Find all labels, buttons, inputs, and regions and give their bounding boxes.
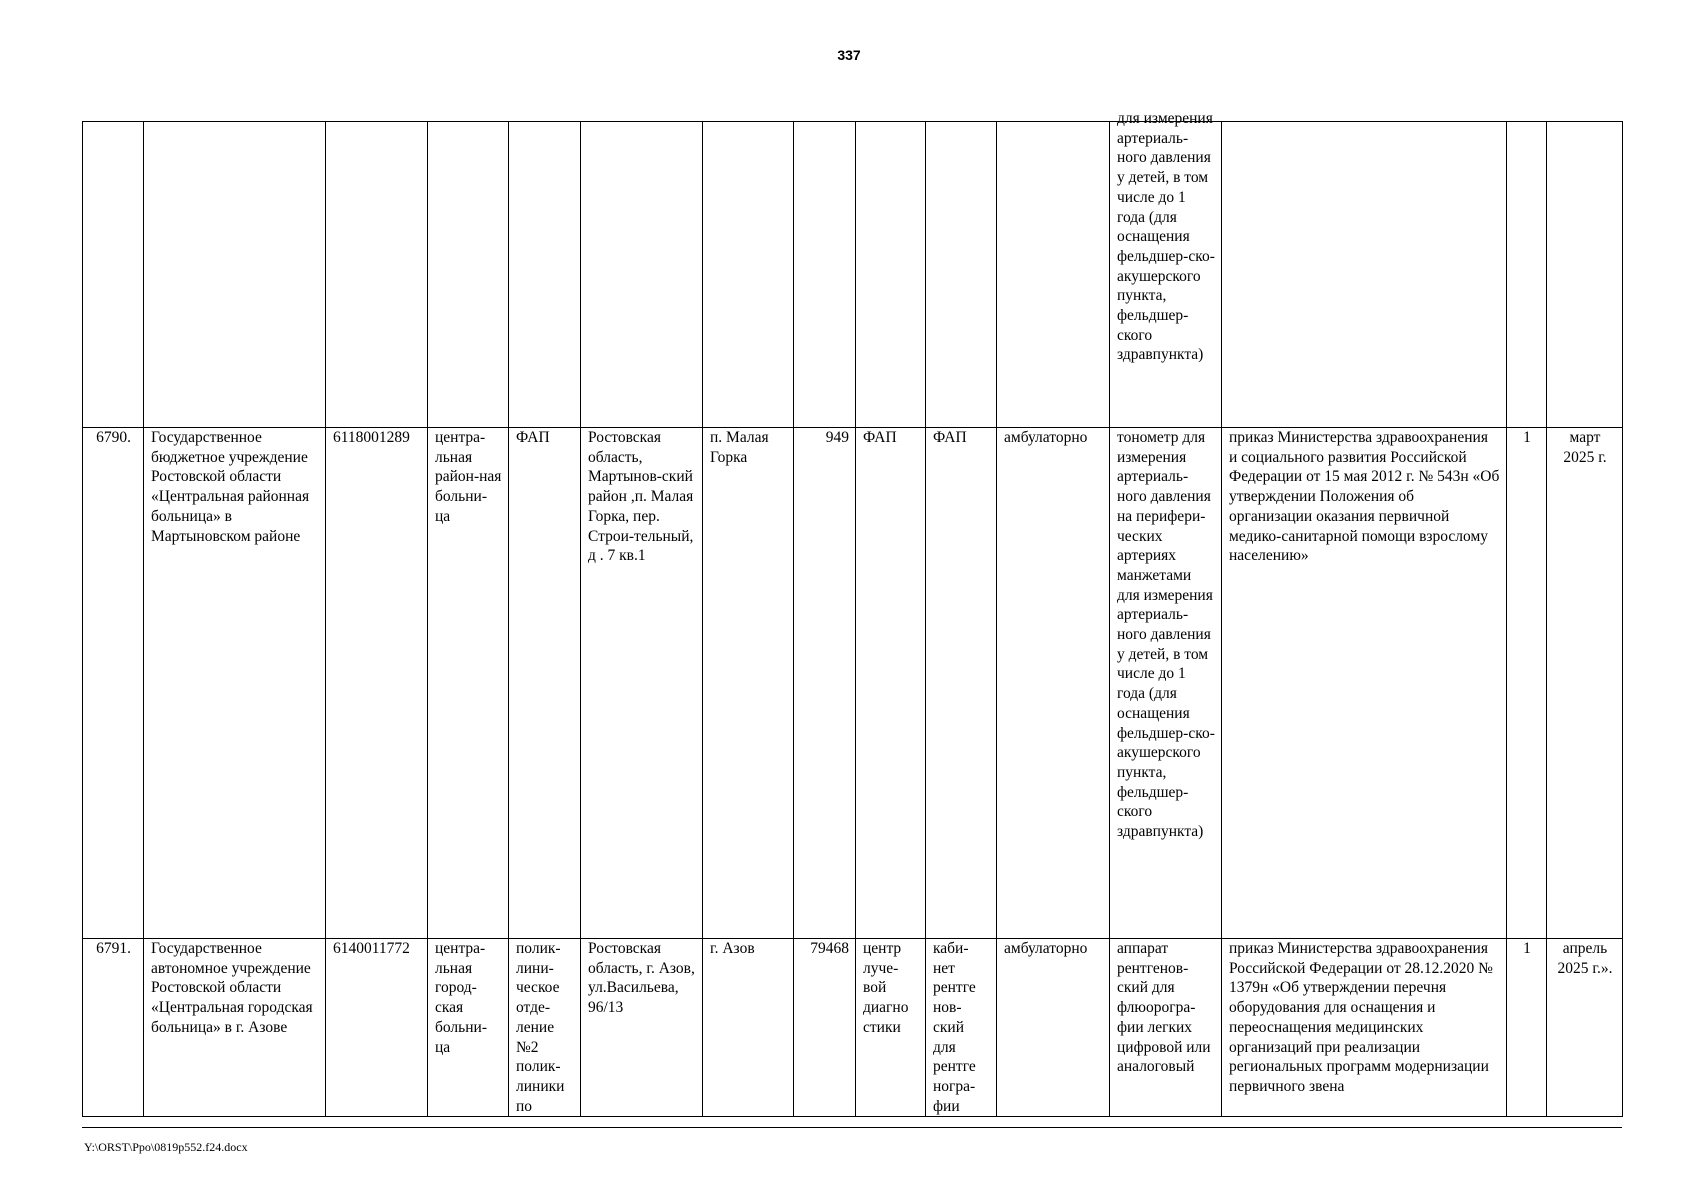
- cell-legal-basis: приказ Министерства здравоохранения Российской Федерации от 28.12.2020 № 1379н «Об утверждении перечня оборудования для оснащения и переоснащения медицинских организаций при реализации региональных программ модернизации первичного звена: [1222, 939, 1507, 1117]
- cell-organization: Государственное бюджетное учреждение Ростовской области «Центральная районная больница» в Мартыновском районе: [144, 428, 326, 939]
- cell-organization: [144, 122, 326, 428]
- cell-number: [83, 122, 144, 428]
- table-container: [82, 110, 1622, 1128]
- cell-population: [794, 122, 856, 428]
- cell-population: 949: [794, 428, 856, 939]
- cell-quantity: 1: [1507, 428, 1547, 939]
- table-row-6790: [83, 428, 1623, 939]
- cell-care-conditions: [997, 122, 1110, 428]
- cell-department: центр луче-вой диагно стики: [856, 939, 926, 1117]
- cell-equipment: тонометр для измерения артериаль-ного давления на перифери-ческих артериях манжетами для измерения артериаль-ного давления у детей, в том числе до 1 года (для оснащения фельдшер-ско-акушерского пункта, фельдшер-ского здравпункта): [1110, 428, 1222, 939]
- page-number: 337: [837, 47, 861, 63]
- equipment-table: [82, 110, 1623, 1117]
- cell-address: [581, 122, 703, 428]
- cell-department: ФАП: [856, 428, 926, 939]
- cell-inn: 6118001289: [326, 428, 428, 939]
- cell-locality: г. Азов: [703, 939, 794, 1117]
- cell-equipment: [1110, 110, 1222, 428]
- cell-locality: [703, 122, 794, 428]
- cell-care-conditions: амбулаторно: [997, 428, 1110, 939]
- cell-org-type: центра-льная район-ная больни-ца: [428, 428, 509, 939]
- cell-room: каби-нет рентге нов-ский для рентге ногра-фии: [926, 939, 997, 1117]
- cell-quantity: [1507, 122, 1547, 428]
- cell-care-conditions: амбулаторно: [997, 939, 1110, 1117]
- cell-room: [926, 122, 997, 428]
- cell-organization: Государственное автономное учреждение Ростовской области «Центральная городская больница» в г. Азове: [144, 939, 326, 1117]
- cell-quantity: 1: [1507, 939, 1547, 1117]
- cell-date: апрель 2025 г.».: [1547, 939, 1623, 1117]
- cell-equipment-text: для измерения артериаль-ного давления у детей, в том числе до 1 года (для оснащения фельдшер-ско-акушерского пункта, фельдшер-ского здравпункта): [1117, 110, 1215, 364]
- cell-legal-basis: [1222, 122, 1507, 428]
- footer-file-path: Y:\ORST\Ppo\0819p552.f24.docx: [84, 1140, 248, 1154]
- cell-department: [856, 122, 926, 428]
- cell-address: Ростовская область, г. Азов, ул.Васильева, 96/13: [581, 939, 703, 1117]
- cell-address: Ростовская область, Мартынов-ский район ,п. Малая Горка, пер. Строи-тельный, д . 7 кв.1: [581, 428, 703, 939]
- cell-org-type: [428, 122, 509, 428]
- table-row-6791: [83, 939, 1623, 1117]
- cell-unit: полик-лини-ческое отде-ление №2 полик-линики по: [509, 939, 581, 1117]
- cell-org-type: центра-льная город-ская больни-ца: [428, 939, 509, 1117]
- cell-inn: 6140011772: [326, 939, 428, 1117]
- cell-unit: [509, 122, 581, 428]
- cell-equipment: аппарат рентгенов-ский для флюорогра-фии легких цифровой или аналоговый: [1110, 939, 1222, 1117]
- cell-number: 6791.: [83, 939, 144, 1117]
- cell-locality: п. Малая Горка: [703, 428, 794, 939]
- cell-room: ФАП: [926, 428, 997, 939]
- cell-unit: ФАП: [509, 428, 581, 939]
- cell-date: [1547, 122, 1623, 428]
- cell-date: март 2025 г.: [1547, 428, 1623, 939]
- cell-number: 6790.: [83, 428, 144, 939]
- cell-inn: [326, 122, 428, 428]
- table-row-continued: [83, 122, 1623, 428]
- cell-population: 79468: [794, 939, 856, 1117]
- cell-legal-basis: приказ Министерства здравоохранения и социального развития Российской Федерации от 15 мая 2012 г. № 543н «Об утверждении Положения об организации оказания первичной медико-санитарной помощи взрослому населению»: [1222, 428, 1507, 939]
